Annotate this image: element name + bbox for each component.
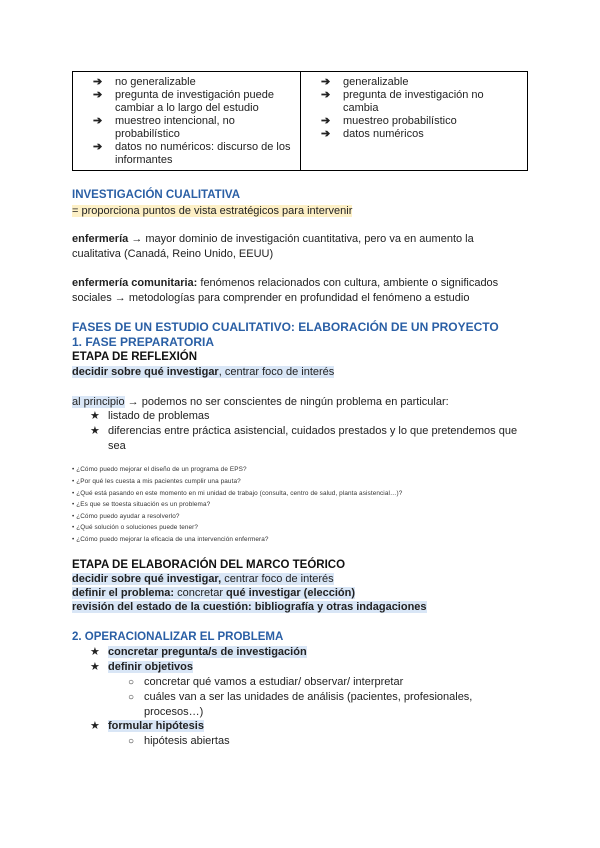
list-item: ➔ pregunta de investigación no cambia [321, 89, 484, 114]
stage-heading: ETAPA DE REFLEXIÓN [72, 351, 198, 363]
question-line: • ¿Qué solución o soluciones puede tener? [72, 524, 199, 531]
list-item: listado de problemas [108, 410, 210, 422]
circle-icon: ○ [128, 736, 135, 747]
arrow-icon: ➔ [93, 115, 103, 127]
list-item: formular hipótesis [108, 720, 204, 732]
list-item: ➔ generalizable [321, 76, 409, 88]
arrow-icon: ➔ [93, 76, 103, 88]
list-item: ➔ no generalizable [93, 76, 196, 88]
question-line: • ¿Por qué les cuesta a mis pacientes cumplir una pauta? [72, 478, 241, 485]
paragraph: enfermería comunitaria: fenómenos relacionados con cultura, ambiente o significados [72, 277, 499, 289]
highlighted-line: definir el problema: concretar qué investigar (elección) [72, 587, 356, 599]
list-item: diferencias entre práctica asistencial, cuidados prestados y lo que pretendemos que [108, 425, 518, 437]
circle-icon: ○ [128, 677, 135, 688]
paragraph: cualitativa (Canadá, Reino Unido, EEUU) [72, 248, 274, 260]
arrow-icon: ➔ [321, 128, 331, 140]
star-icon: ★ [90, 410, 100, 422]
list-item: concretar qué vamos a estudiar/ observar/ interpretar [144, 676, 404, 688]
stage-heading: ETAPA DE ELABORACIÓN DEL MARCO TEÓRICO [72, 559, 346, 571]
paragraph: sociales → metodologías para comprender en profundidad el fenómeno a estudio [72, 292, 470, 304]
section-heading: INVESTIGACIÓN CUALITATIVA [72, 189, 241, 201]
list-item: ➔ pregunta de investigación puede cambiar a lo largo del estudio [93, 89, 275, 114]
qualitative-column [93, 76, 298, 167]
list-item: ➔ muestreo probabilístico [321, 115, 457, 127]
list-item: cuáles van a ser las unidades de análisis (pacientes, profesionales, [144, 691, 473, 703]
star-icon: ★ [90, 646, 100, 658]
highlighted-line: decidir sobre qué investigar, centrar foco de interés [72, 573, 334, 585]
arrow-icon: ➔ [321, 76, 331, 88]
question-line: • ¿Es que se ttoesta situación es un problema? [72, 501, 211, 508]
list-item: hipótesis abiertas [144, 735, 230, 747]
list-item: definir objetivos [108, 661, 193, 673]
highlighted-line: revisión del estado de la cuestión: bibliografía y otras indagaciones [72, 601, 427, 613]
list-item: ➔ datos numéricos [321, 128, 424, 140]
question-line: • ¿Cómo puedo ayudar a resolverlo? [72, 513, 180, 520]
arrow-icon: ➔ [321, 89, 331, 101]
question-line: • ¿Cómo puedo mejorar el diseño de un programa de EPS? [72, 466, 247, 473]
star-icon: ★ [90, 661, 100, 673]
highlighted-line: decidir sobre qué investigar, centrar foco de interés [72, 366, 335, 378]
arrow-icon: ➔ [93, 141, 103, 153]
table-divider [300, 72, 301, 170]
section-title: FASES DE UN ESTUDIO CUALITATIVO: ELABORACIÓN DE UN PROYECTO [72, 320, 499, 334]
paragraph: enfermería → mayor dominio de investigación cuantitativa, pero va en aumento la [72, 233, 474, 245]
star-icon: ★ [90, 425, 100, 437]
subsection-title: 2. OPERACIONALIZAR EL PROBLEMA [72, 631, 284, 643]
list-item: ➔ muestreo intencional, no probabilístico [93, 115, 235, 140]
arrow-icon: ➔ [321, 115, 331, 127]
question-line: • ¿Cómo puedo mejorar la eficacia de una intervención enfermera? [72, 536, 269, 543]
list-item-continued: procesos…) [144, 706, 204, 718]
star-icon: ★ [90, 720, 100, 732]
definition-line: = proporciona puntos de vista estratégicos para intervenir [72, 205, 353, 217]
subsection-title: 1. FASE PREPARATORIA [72, 335, 215, 349]
arrow-icon: ➔ [93, 89, 103, 101]
circle-icon: ○ [128, 692, 135, 703]
comparison-table [72, 71, 528, 171]
list-item-continued: sea [108, 440, 126, 452]
list-item: concretar pregunta/s de investigación [108, 646, 307, 658]
list-item: ➔ datos no numéricos: discurso de los informantes [93, 141, 291, 166]
question-line: • ¿Qué está pasando en este momento en mi unidad de trabajo (consulta, centro de salud, planta asistencial…)? [72, 490, 403, 497]
quantitative-column [321, 76, 521, 141]
paragraph: al principio → podemos no ser conscientes de ningún problema en particular: [72, 396, 449, 408]
